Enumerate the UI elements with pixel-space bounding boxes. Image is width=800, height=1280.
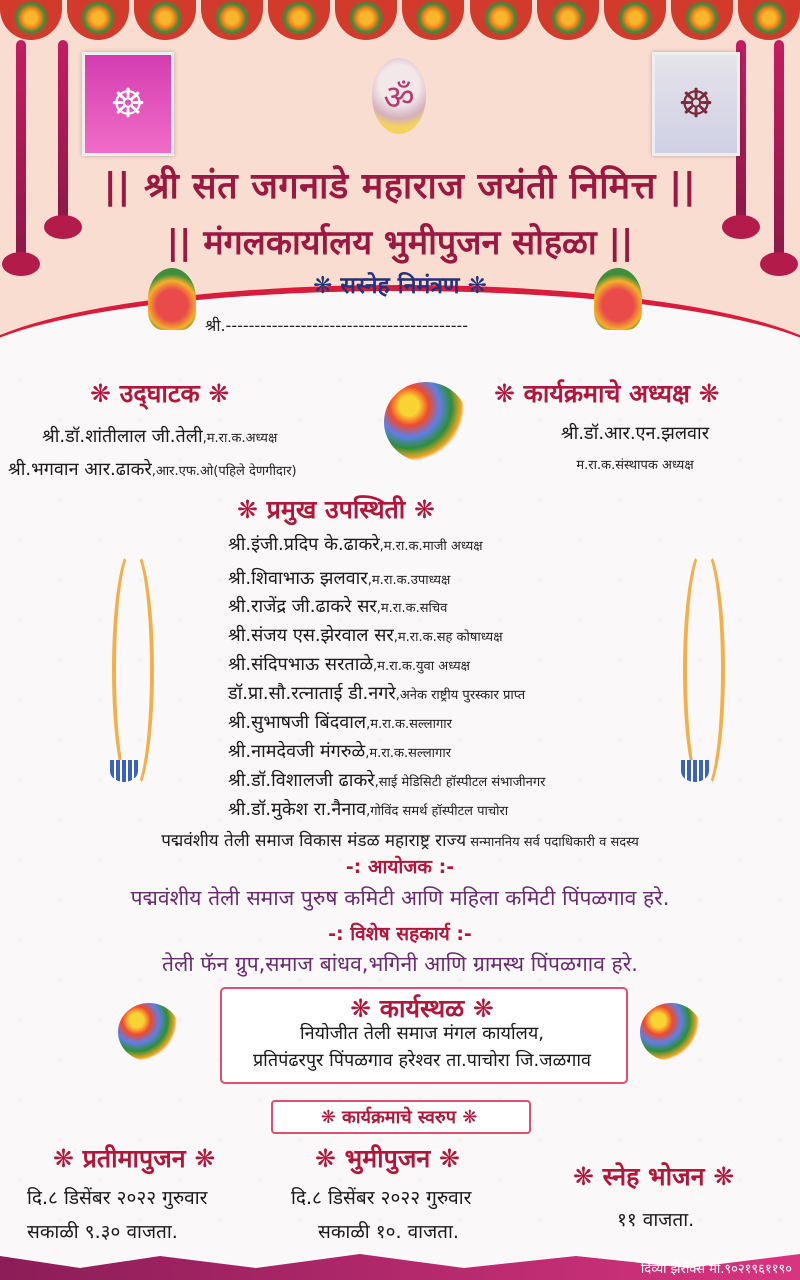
flower-bouquet-left-icon [118,1003,180,1061]
guest-10: श्री.डॉ.मुकेश रा.नैनाव,गोविंद समर्थ हॉस्पीटल पाचोरा [228,799,509,820]
inaugurator-heading: ❋ उद्‌घाटक ❋ [90,379,230,408]
guest-5: श्री.संदिपभाऊ सरताळे,म.रा.क.युवा अध्यक्ष [228,654,470,675]
flower-bouquet-right-icon [640,1003,702,1061]
event-1-heading: ❋ प्रतीमापुजन ❋ [53,1144,216,1173]
guest-3: श्री.राजेंद्र जी.ढाकरे सर,म.रा.क.सचिव [228,596,448,617]
event-2-date: दि.८ डिसेंबर २०२२ गुरुवार [291,1187,472,1209]
president-name: श्री.डॉ.आर.एन.झलवार [560,423,710,444]
organizer-heading: -: आयोजक :- [345,856,455,878]
organizer-text: पद्मवंशीय तेली समाज पुरुष कमिटी आणि महिला कमिटी पिंपळगाव हरे. [130,886,670,910]
inaugurator-2: श्री.भगवान आर.ढाकरे,आर.एफ.ओ(पहिले देणगीदार) [8,459,297,480]
guest-8: श्री.नामदेवजी मंगरुळे,म.रा.क.सल्लागार [228,741,452,762]
support-text: तेली फॅन ग्रुप,समाज बांधव,भगिनी आणि ग्रामस्थ पिंपळगाव हरे. [162,952,638,976]
flower-bouquet-icon [384,382,468,462]
president-role: म.रा.क.संस्थापक अध्यक्ष [576,458,694,473]
event-1-date: दि.८ डिसेंबर २०२२ गुरुवार [27,1187,208,1209]
guest-7: श्री.सुभाषजी बिंदवाल,म.रा.क.सल्लागार [228,712,452,733]
venue-heading: ❋ कार्यस्थळ ❋ [350,994,494,1023]
society-line: पद्मवंशीय तेली समाज विकास मंडळ महाराष्ट्र राज्य सन्माननिय सर्व पदाधिकारी व सदस्य [161,831,639,851]
guest-2: श्री.शिवाभाऊ झलवार,म.रा.क.उपाध्यक्ष [228,568,451,589]
inaugurator-1: श्री.डॉ.शांतीलाल जी.तेली,म.रा.क.अध्यक्ष [42,426,278,447]
invitation-label: ❋ सस्नेह निमंत्रण ❋ [313,273,487,299]
event-3-time: ११ वाजता. [617,1209,695,1231]
ganesh-icon: ॐ [372,58,426,134]
event-2-heading: ❋ भुमीपुजन ❋ [315,1144,460,1173]
event-2-time: सकाळी १०. वाजता. [318,1221,459,1243]
guest-4: श्री.संजय एस.झेरवाल सर,म.रा.क.सह कोषाध्यक्ष [228,625,503,646]
marigold-garland [0,0,800,42]
left-garland [112,546,154,794]
president-heading: ❋ कार्यक्रमाचे अध्यक्ष ❋ [494,379,720,408]
venue-line-1: नियोजीत तेली समाज मंगल कार्यालय, [299,1023,545,1044]
printer-credit: दिव्या झेरॉक्स मो.९०२१९६११९० [640,1262,792,1277]
event-3-heading: ❋ स्नेह भोजन ❋ [573,1162,735,1191]
venue-line-2: प्रतिपंढरपुर पिंपळगाव हरेश्वर ता.पाचोरा जि.जळगाव [252,1050,592,1071]
saint-portrait-left: ☸ [82,52,174,156]
saint-portrait-right: ☸ [652,52,740,156]
guest-1: श्री.इंजी.प्रदिप के.ढाकरे,म.रा.क.माजी अध्यक्ष [228,534,483,555]
chief-guests-heading: ❋ प्रमुख उपस्थिती ❋ [237,495,435,524]
event-1-time: सकाळी ९.३० वाजता. [27,1221,178,1243]
guest-9: श्री.डॉ.विशालजी ढाकरे,साई मेडिसिटी हॉस्पीटल संभाजीनगर [228,770,546,791]
support-heading: -: विशेष सहकार्य :- [328,923,472,945]
main-title: || श्री संत जगनाडे महाराज जयंती निमित्त || [103,166,697,207]
left-tassel-icon [110,760,138,782]
guest-6: डॉ.प्रा.सौ.रत्नाताई डी.नगरे,अनेक राष्ट्रीय पुरस्कार प्राप्त [228,683,526,704]
recipient-line: श्री.------------------------------------------ [205,316,469,335]
right-garland [683,546,725,794]
subtitle: || मंगलकार्यालय भुमीपुजन सोहळा || [166,223,634,263]
program-label: ❋ कार्यक्रमाचे स्वरुप ❋ [320,1107,478,1128]
right-tassel-icon [681,760,709,782]
